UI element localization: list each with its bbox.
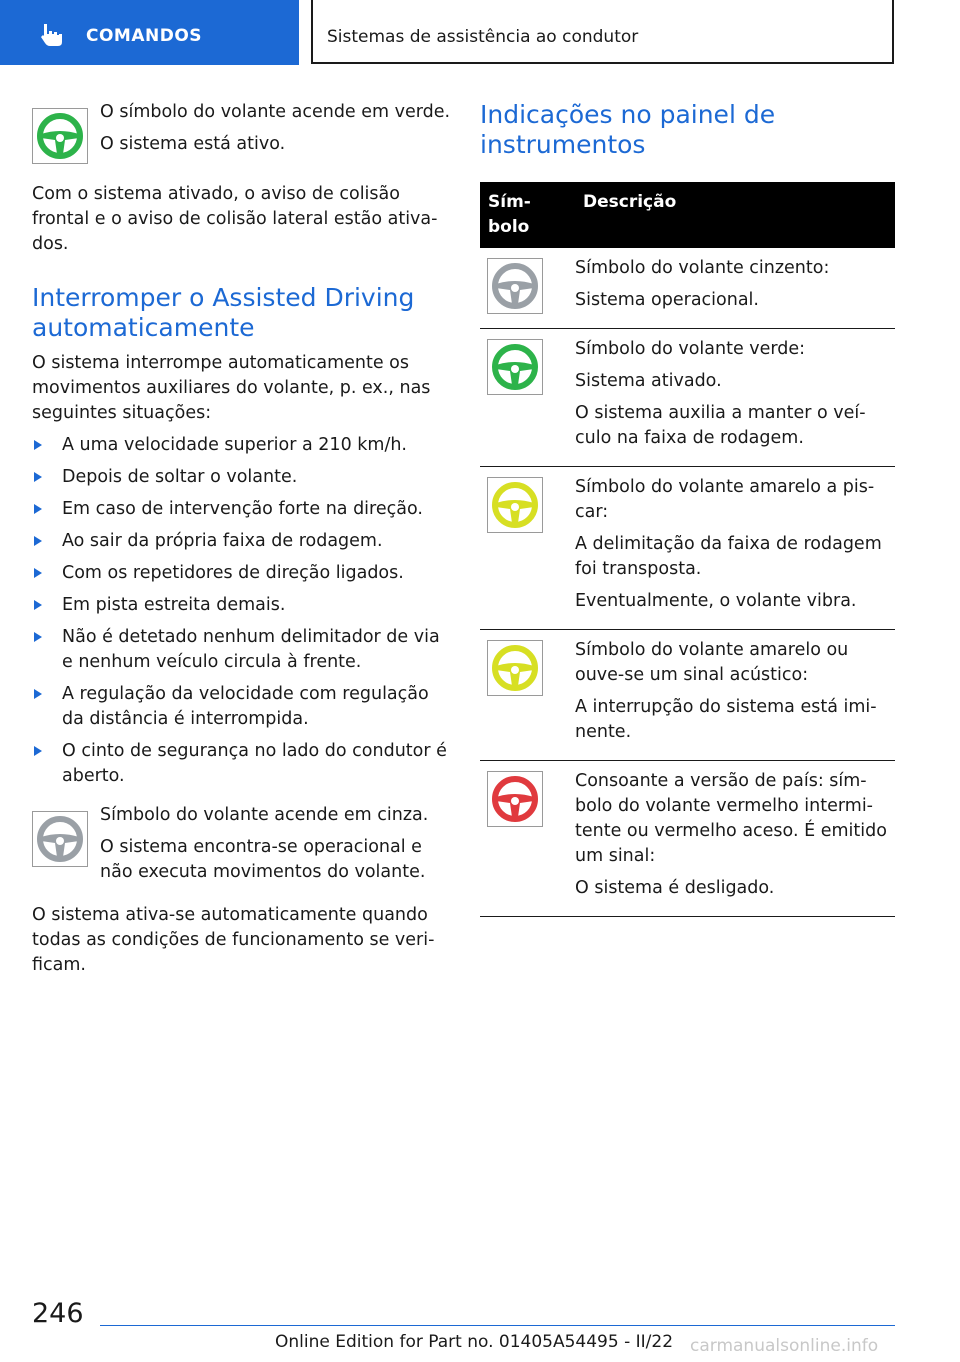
column-header-description: Descrição [575,182,895,248]
section-heading: Interromper o Assisted Driving automaticamente [32,283,415,342]
bullet-triangle-icon [34,689,42,699]
steering-wheel-yellow-flashing-icon [487,477,543,533]
paragraph: O sistema interrompe automaticamente os movimentos auxiliares do volante, p. ex., nas seguintes situações: [32,353,431,423]
row-text: Símbolo do volante verde: [575,339,806,359]
block-text: Símbolo do volante acende em cinza. [100,805,429,825]
section-tab [0,0,299,65]
paragraph: O sistema ativa-se automaticamente quando todas as condições de funcionamento se veri-ficam. [32,905,435,975]
table-row [480,761,895,917]
steering-wheel-grey-icon [487,258,543,314]
table-row [480,329,895,467]
row-text: Consoante a versão de país: sím-bolo do volante vermelho intermi-tente ou vermelho aceso. É emitido um sinal: [575,771,887,866]
green-status-block [32,100,452,164]
table-row [480,467,895,630]
row-text: Sistema operacional. [575,290,759,310]
steering-wheel-green-icon [32,108,88,164]
list-item: Depois de soltar o volante. [32,465,452,490]
row-text: A interrupção do sistema está imi-nente. [575,697,877,742]
steering-wheel-green-icon [487,339,543,395]
bullet-triangle-icon [34,746,42,756]
bullet-triangle-icon [34,536,42,546]
hand-pointer-icon [38,20,66,48]
table-row [480,248,895,329]
grey-status-block [32,803,452,885]
row-text: Símbolo do volante cinzento: [575,258,830,278]
paragraph: Com o sistema ativado, o aviso de colisão frontal e o aviso de colisão lateral estão ativa-dos. [32,184,438,254]
column-header-symbol: Sím-bolo [480,182,575,248]
steering-wheel-red-icon [487,771,543,827]
block-text: O símbolo do volante acende em verde. [100,102,451,122]
table-row [480,630,895,761]
row-text: Símbolo do volante amarelo a pis-car: [575,477,875,522]
row-text: A delimitação da faixa de rodagem foi transposta. [575,534,882,579]
steering-wheel-yellow-icon [487,640,543,696]
list-item: O cinto de segurança no lado do condutor é aberto. [32,739,452,789]
list-item: Com os repetidores de direção ligados. [32,561,452,586]
bullet-list [32,433,452,789]
row-text: Sistema ativado. [575,371,722,391]
row-text: Eventualmente, o volante vibra. [575,591,857,611]
chapter-header [311,0,894,64]
section-heading: Indicações no painel de instrumentos [480,100,776,159]
right-column [480,100,895,917]
section-label: COMANDOS [86,26,203,46]
list-item: A uma velocidade superior a 210 km/h. [32,433,452,458]
bullet-triangle-icon [34,472,42,482]
bullet-triangle-icon [34,632,42,642]
bullet-triangle-icon [34,440,42,450]
symbol-table [480,182,895,917]
list-item: A regulação da velocidade com regulação da distância é interrompida. [32,682,452,732]
bullet-triangle-icon [34,568,42,578]
bullet-triangle-icon [34,504,42,514]
row-text: Símbolo do volante amarelo ou ouve-se um sinal acústico: [575,640,849,685]
table-header-row [480,182,895,248]
list-item: Não é detetado nenhum delimitador de via e nenhum veículo circula à frente. [32,625,452,675]
chapter-title: Sistemas de assistência ao condutor [327,27,639,47]
bullet-triangle-icon [34,600,42,610]
list-item: Em caso de intervenção forte na direção. [32,497,452,522]
steering-wheel-grey-icon [32,811,88,867]
left-column [32,100,452,978]
page-number: 246 [32,1298,84,1329]
watermark: carmanualsonline.info [690,1336,879,1356]
block-text: O sistema encontra-se operacional e não executa movimentos do volante. [100,837,426,882]
block-text: O sistema está ativo. [100,134,286,154]
footer-divider [100,1325,895,1326]
edition-info: Online Edition for Part no. 01405A54495 - II/22 [275,1332,674,1352]
row-text: O sistema auxilia a manter o veí-culo na faixa de rodagem. [575,403,866,448]
list-item: Ao sair da própria faixa de rodagem. [32,529,452,554]
list-item: Em pista estreita demais. [32,593,452,618]
row-text: O sistema é desligado. [575,878,775,898]
